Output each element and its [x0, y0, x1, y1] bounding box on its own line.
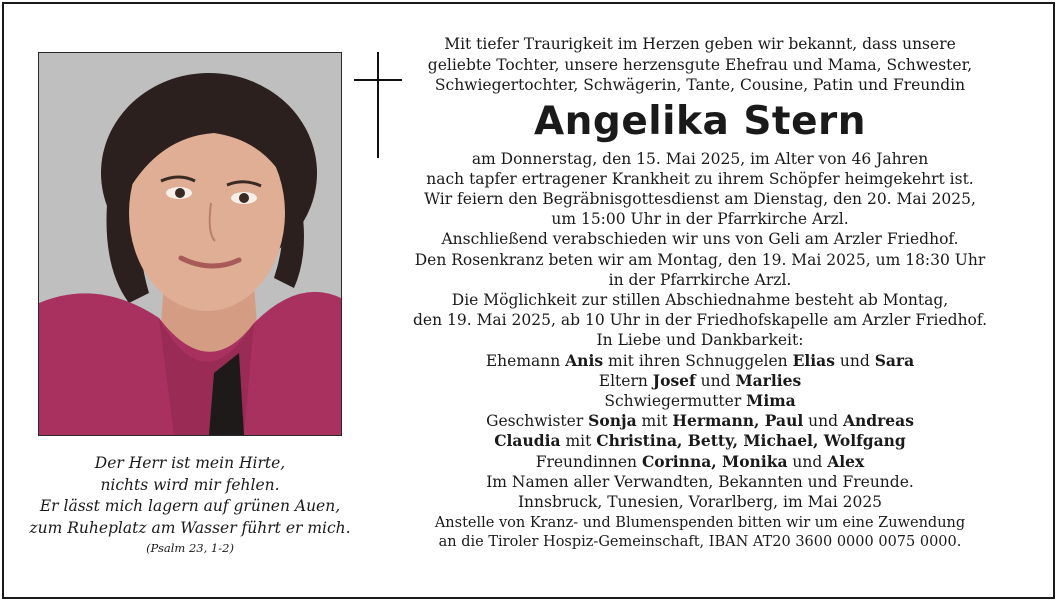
- portrait-illustration: [39, 53, 341, 435]
- psalm-line: Er lässt mich lagern auf grünen Auen,: [39, 497, 341, 515]
- family-line: Schwiegermutter Mima: [604, 390, 796, 410]
- donation-line: Anstelle von Kranz- und Blumenspenden bitten wir um eine Zuwendung: [434, 515, 966, 532]
- detail-line: nach tapfer ertragener Krankheit zu ihrem Schöpfer heimgekehrt ist.: [426, 169, 974, 188]
- family-line: Eltern Josef und Marlies: [598, 370, 802, 390]
- family-line: Freundinnen Corinna, Monika und Alex: [535, 451, 865, 471]
- family-line: Claudia mit Christina, Betty, Michael, Wolfgang: [494, 431, 906, 451]
- family-line: Geschwister Sonja mit Hermann, Paul und Andreas: [486, 411, 914, 431]
- family-line: Ehemann Anis mit ihren Schnuggelen Elias und Sara: [485, 350, 915, 370]
- donation-line: an die Tiroler Hospiz-Gemeinschaft, IBAN AT20 3600 0000 0075 0000.: [438, 534, 962, 551]
- family-line: Im Namen aller Verwandten, Bekannten und Freunde.: [486, 472, 914, 491]
- portrait-photo: [38, 52, 342, 436]
- detail-line: In Liebe und Dankbarkeit:: [596, 331, 804, 350]
- notice-text: [400, 34, 1000, 552]
- cross-icon: [354, 52, 402, 160]
- deceased-name: Angelika Stern: [533, 98, 867, 144]
- intro-text: [400, 34, 1000, 96]
- detail-line: Wir feiern den Begräbnisgottesdienst am Dienstag, den 20. Mai 2025,: [424, 189, 976, 208]
- psalm-quote: [20, 453, 360, 557]
- details-text: [400, 149, 1000, 513]
- detail-line: Anschließend verabschieden wir uns von Geli am Arzler Friedhof.: [441, 230, 959, 249]
- psalm-line: zum Ruheplatz am Wasser führt er mich.: [29, 518, 351, 537]
- detail-line: Die Möglichkeit zur stillen Abschiednahme besteht ab Montag,: [451, 290, 949, 309]
- detail-line: in der Pfarrkirche Arzl.: [608, 270, 792, 289]
- detail-line: den 19. Mai 2025, ab 10 Uhr in der Friedhofskapelle am Arzler Friedhof.: [412, 311, 987, 330]
- intro-line: Mit tiefer Traurigkeit im Herzen geben wir bekannt, dass unsere: [444, 35, 956, 53]
- psalm-line: Der Herr ist mein Hirte,: [94, 454, 286, 472]
- psalm-reference: (Psalm 23, 1-2): [146, 541, 234, 555]
- detail-line: Den Rosenkranz beten wir am Montag, den 19. Mai 2025, um 18:30 Uhr: [414, 250, 986, 269]
- donation-note: [400, 514, 1000, 552]
- detail-line: am Donnerstag, den 15. Mai 2025, im Alter von 46 Jahren: [471, 149, 929, 168]
- place-date-line: Innsbruck, Tunesien, Vorarlberg, im Mai 2025: [517, 492, 883, 511]
- psalm-line: nichts wird mir fehlen.: [100, 475, 280, 494]
- detail-line: um 15:00 Uhr in der Pfarrkirche Arzl.: [551, 210, 849, 229]
- intro-line: geliebte Tochter, unsere herzensgute Ehefrau und Mama, Schwester,: [427, 55, 973, 74]
- intro-line: Schwiegertochter, Schwägerin, Tante, Cousine, Patin und Freundin: [434, 76, 966, 94]
